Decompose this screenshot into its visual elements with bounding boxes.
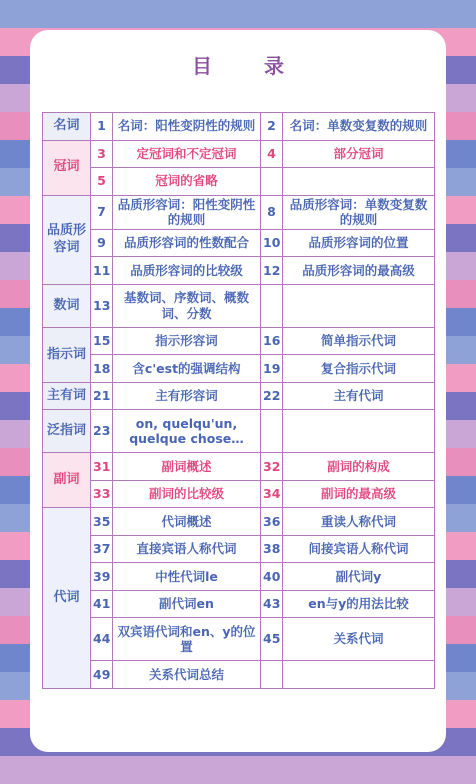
page-number: 12 [261, 257, 283, 285]
page-number: 44 [91, 618, 113, 661]
page-number: 8 [261, 195, 283, 229]
topic-link[interactable]: 副代词en [113, 590, 261, 618]
page-number: 39 [91, 563, 113, 591]
page-number [261, 284, 283, 327]
page-number: 11 [91, 257, 113, 285]
empty-cell [283, 168, 435, 196]
category-indefinite: 泛指词 [43, 410, 91, 453]
toc-row [43, 229, 435, 257]
page-number: 23 [91, 410, 113, 453]
page-number: 43 [261, 590, 283, 618]
page-number: 1 [91, 113, 113, 141]
topic-link[interactable]: 双宾语代词和en、y的位置 [113, 618, 261, 661]
page-number: 15 [91, 327, 113, 355]
page-number: 4 [261, 140, 283, 168]
toc-table [42, 112, 435, 689]
topic-link[interactable]: 复合指示代词 [283, 355, 435, 383]
topic-link[interactable]: 副词的最高级 [283, 480, 435, 508]
page-number: 13 [91, 284, 113, 327]
page-number: 41 [91, 590, 113, 618]
toc-row [43, 168, 435, 196]
category-article: 冠词 [43, 140, 91, 195]
toc-row [43, 113, 435, 141]
category-pronoun: 代词 [43, 508, 91, 689]
category-demonstrative: 指示词 [43, 327, 91, 382]
topic-link[interactable]: 副词的比较级 [113, 480, 261, 508]
topic-link[interactable]: 简单指示代词 [283, 327, 435, 355]
page-number: 35 [91, 508, 113, 536]
topic-link[interactable]: 副代词y [283, 563, 435, 591]
page-number: 9 [91, 229, 113, 257]
toc-row [43, 257, 435, 285]
topic-link[interactable]: 含c'est的强调结构 [113, 355, 261, 383]
page-number: 18 [91, 355, 113, 383]
toc-row [43, 355, 435, 383]
page-number: 45 [261, 618, 283, 661]
topic-link[interactable]: 基数词、序数词、概数词、分数 [113, 284, 261, 327]
page-number [261, 168, 283, 196]
toc-row [43, 563, 435, 591]
toc-row [43, 535, 435, 563]
topic-link[interactable]: 品质形容词：单数变复数的规则 [283, 195, 435, 229]
page-title: 目 录 [192, 54, 300, 78]
toc-card [30, 30, 446, 752]
empty-cell [283, 284, 435, 327]
page-number: 49 [91, 661, 113, 689]
empty-cell [283, 661, 435, 689]
toc-row [43, 382, 435, 410]
topic-link[interactable]: 定冠词和不定冠词 [113, 140, 261, 168]
page-number: 16 [261, 327, 283, 355]
topic-link[interactable]: 主有形容词 [113, 382, 261, 410]
toc-row [43, 453, 435, 481]
topic-link[interactable]: 品质形容词：阳性变阴性的规则 [113, 195, 261, 229]
category-adverb: 副词 [43, 453, 91, 508]
category-numeral: 数词 [43, 284, 91, 327]
toc-row [43, 480, 435, 508]
topic-link[interactable]: 指示形容词 [113, 327, 261, 355]
toc-row [43, 195, 435, 229]
page-number [261, 661, 283, 689]
page-number: 10 [261, 229, 283, 257]
topic-link[interactable]: on, quelqu'un, quelque chose… [113, 410, 261, 453]
category-noun: 名词 [43, 113, 91, 141]
page-number: 33 [91, 480, 113, 508]
topic-link[interactable]: 品质形容词的性数配合 [113, 229, 261, 257]
toc-row [43, 661, 435, 689]
toc-row [43, 508, 435, 536]
topic-link[interactable]: 品质形容词的比较级 [113, 257, 261, 285]
topic-link[interactable]: 副词概述 [113, 453, 261, 481]
topic-link[interactable]: 品质形容词的最高级 [283, 257, 435, 285]
page-number: 32 [261, 453, 283, 481]
page-number: 5 [91, 168, 113, 196]
page-number: 40 [261, 563, 283, 591]
category-adjective: 品质形容词 [43, 195, 91, 284]
toc-row [43, 590, 435, 618]
topic-link[interactable]: 副词的构成 [283, 453, 435, 481]
topic-link[interactable]: 名词：单数变复数的规则 [283, 113, 435, 141]
page-number [261, 410, 283, 453]
page-number: 31 [91, 453, 113, 481]
toc-row [43, 410, 435, 453]
toc-row [43, 327, 435, 355]
topic-link[interactable]: 主有代词 [283, 382, 435, 410]
category-possessive: 主有词 [43, 382, 91, 410]
topic-link[interactable]: 部分冠词 [283, 140, 435, 168]
toc-row [43, 284, 435, 327]
page-number: 36 [261, 508, 283, 536]
page-number: 34 [261, 480, 283, 508]
topic-link[interactable]: 冠词的省略 [113, 168, 261, 196]
page-number: 38 [261, 535, 283, 563]
page-number: 22 [261, 382, 283, 410]
page-number: 37 [91, 535, 113, 563]
page-number: 7 [91, 195, 113, 229]
topic-link[interactable]: 代词概述 [113, 508, 261, 536]
topic-link[interactable]: 名词：阳性变阴性的规则 [113, 113, 261, 141]
topic-link[interactable]: 品质形容词的位置 [283, 229, 435, 257]
topic-link[interactable]: 关系代词总结 [113, 661, 261, 689]
toc-row [43, 618, 435, 661]
empty-cell [283, 410, 435, 453]
topic-link[interactable]: 重读人称代词 [283, 508, 435, 536]
page-number: 3 [91, 140, 113, 168]
topic-link[interactable]: 关系代词 [283, 618, 435, 661]
toc-row [43, 140, 435, 168]
page-number: 21 [91, 382, 113, 410]
topic-link[interactable]: 直接宾语人称代词 [113, 535, 261, 563]
topic-link[interactable]: en与y的用法比较 [283, 590, 435, 618]
topic-link[interactable]: 间接宾语人称代词 [283, 535, 435, 563]
page-number: 19 [261, 355, 283, 383]
page-number: 2 [261, 113, 283, 141]
topic-link[interactable]: 中性代词le [113, 563, 261, 591]
